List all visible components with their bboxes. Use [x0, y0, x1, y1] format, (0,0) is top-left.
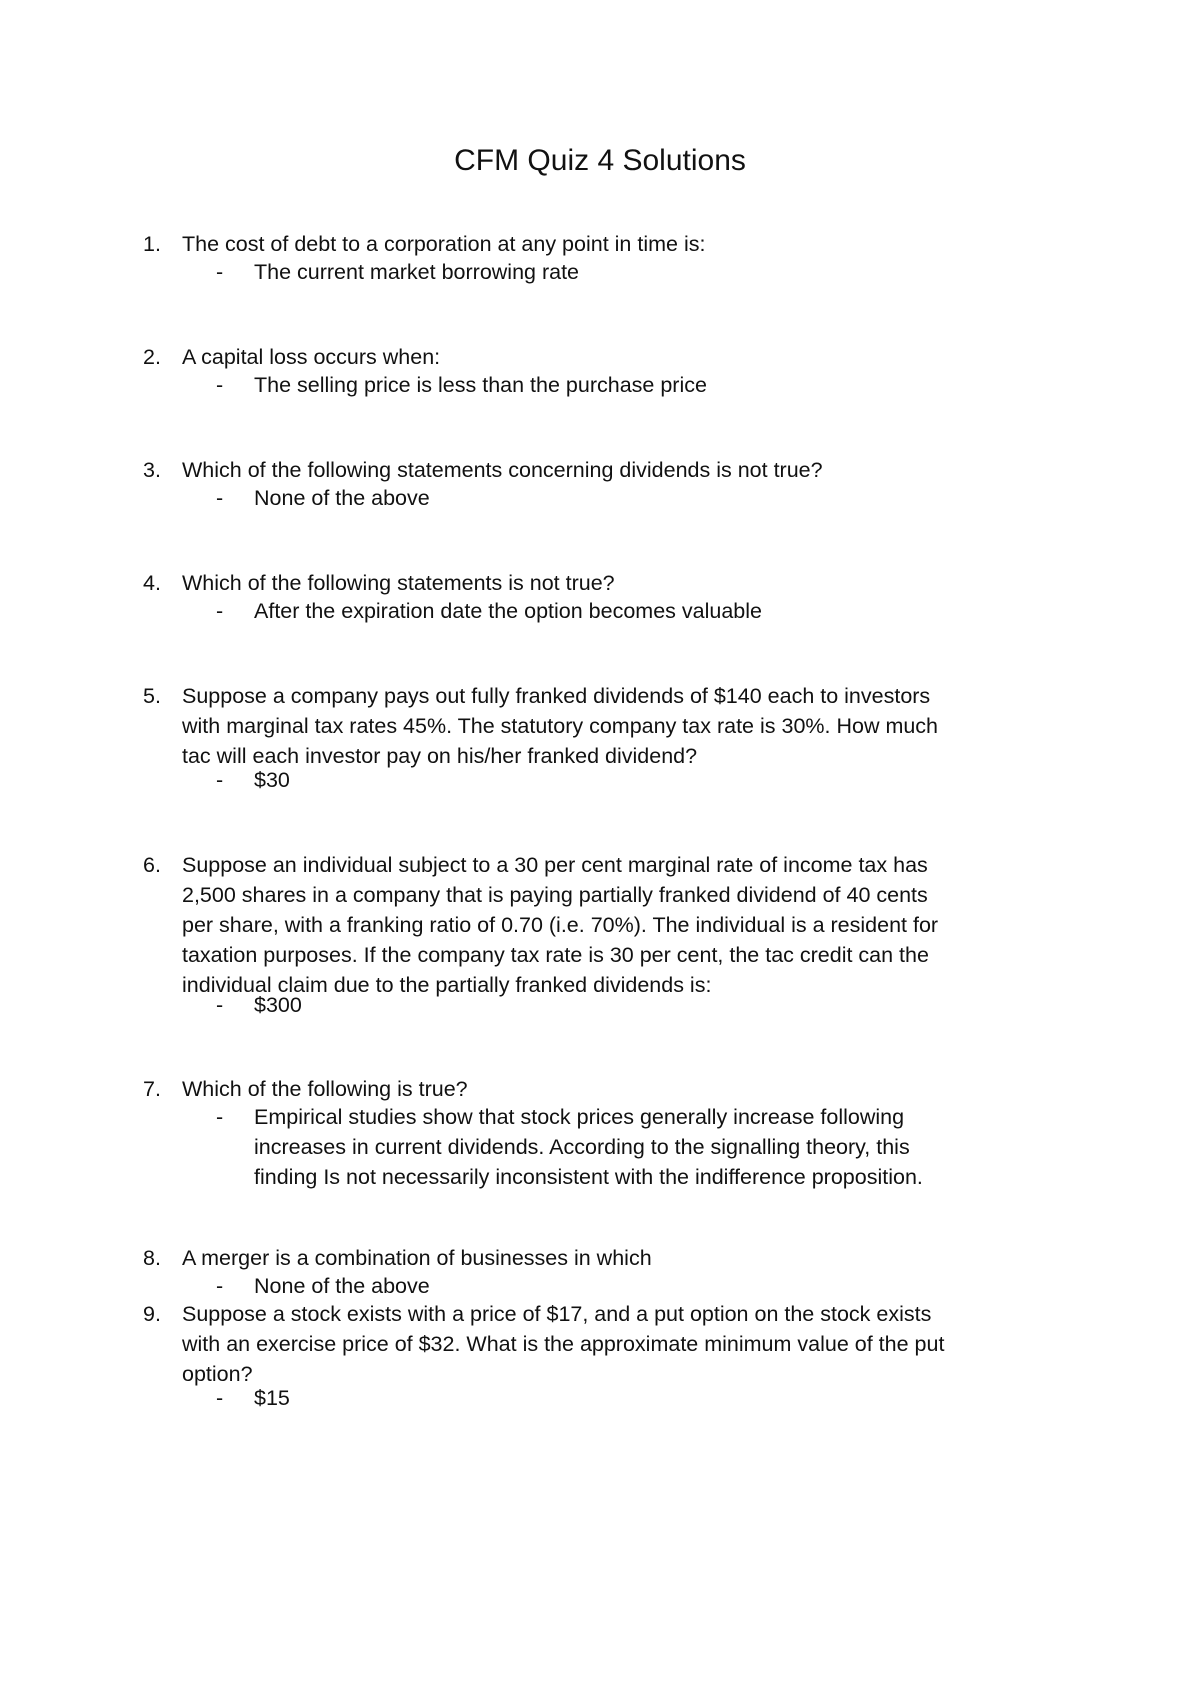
answer-line: The current market borrowing rate	[254, 260, 580, 284]
question-text	[182, 342, 1062, 372]
answer-text	[254, 765, 1054, 795]
answer-dash: -	[216, 260, 224, 284]
answer-dash: -	[216, 993, 224, 1017]
answer-text	[254, 483, 1054, 513]
question-line: A merger is a combination of businesses in which	[182, 1246, 652, 1270]
question-text	[182, 850, 1062, 1000]
answer-line: Empirical studies show that stock prices generally increase following	[254, 1105, 905, 1129]
question-line: tac will each investor pay on his/her franked dividend?	[182, 744, 698, 768]
question-line: Which of the following statements is not true?	[182, 571, 615, 595]
answer-line: increases in current dividends. According to the signalling theory, this	[254, 1135, 910, 1159]
question-line: Suppose an individual subject to a 30 per cent marginal rate of income tax has	[182, 853, 928, 877]
answer-text	[254, 370, 1054, 400]
question-line: Which of the following statements concerning dividends is not true?	[182, 458, 823, 482]
question-text	[182, 1074, 1062, 1104]
question-number: 1.	[143, 232, 161, 256]
answer-line: After the expiration date the option becomes valuable	[254, 599, 762, 623]
question-line: Which of the following is true?	[182, 1077, 468, 1101]
question-text	[182, 1243, 1062, 1273]
answer-line: finding Is not necessarily inconsistent with the indifference proposition.	[254, 1165, 923, 1189]
page-title: CFM Quiz 4 Solutions	[454, 144, 746, 177]
answer-dash: -	[216, 1386, 224, 1410]
answer-line: $15	[254, 1386, 290, 1410]
answer-text	[254, 990, 1054, 1020]
question-line: individual claim due to the partially franked dividends is:	[182, 973, 712, 997]
answer-line: None of the above	[254, 1274, 430, 1298]
question-number: 3.	[143, 458, 161, 482]
question-number: 8.	[143, 1246, 161, 1270]
answer-dash: -	[216, 599, 224, 623]
question-number: 2.	[143, 345, 161, 369]
answer-text	[254, 1102, 1054, 1192]
question-number: 9.	[143, 1302, 161, 1326]
answer-dash: -	[216, 486, 224, 510]
question-line: with an exercise price of $32. What is the approximate minimum value of the put	[182, 1332, 945, 1356]
question-number: 6.	[143, 853, 161, 877]
question-text	[182, 1299, 1062, 1389]
question-number: 4.	[143, 571, 161, 595]
question-line: option?	[182, 1362, 253, 1386]
question-line: A capital loss occurs when:	[182, 345, 441, 369]
question-line: taxation purposes. If the company tax rate is 30 per cent, the tac credit can the	[182, 943, 929, 967]
answer-text	[254, 1383, 1054, 1413]
answer-line: The selling price is less than the purchase price	[254, 373, 707, 397]
question-number: 7.	[143, 1077, 161, 1101]
question-number: 5.	[143, 684, 161, 708]
answer-dash: -	[216, 768, 224, 792]
question-line: with marginal tax rates 45%. The statutory company tax rate is 30%. How much	[182, 714, 939, 738]
question-line: The cost of debt to a corporation at any point in time is:	[182, 232, 706, 256]
question-text	[182, 568, 1062, 598]
answer-text	[254, 596, 1054, 626]
answer-line: $30	[254, 768, 290, 792]
question-text	[182, 229, 1062, 259]
answer-text	[254, 257, 1054, 287]
answer-dash: -	[216, 373, 224, 397]
question-text	[182, 455, 1062, 485]
question-line: Suppose a stock exists with a price of $17, and a put option on the stock exists	[182, 1302, 932, 1326]
answer-text	[254, 1271, 1054, 1301]
answer-line: $300	[254, 993, 302, 1017]
question-text	[182, 681, 1062, 771]
answer-dash: -	[216, 1105, 224, 1129]
answer-dash: -	[216, 1274, 224, 1298]
question-line: Suppose a company pays out fully franked dividends of $140 each to investors	[182, 684, 931, 708]
answer-line: None of the above	[254, 486, 430, 510]
question-line: per share, with a franking ratio of 0.70 (i.e. 70%). The individual is a resident for	[182, 913, 939, 937]
question-line: 2,500 shares in a company that is paying partially franked dividend of 40 cents	[182, 883, 928, 907]
